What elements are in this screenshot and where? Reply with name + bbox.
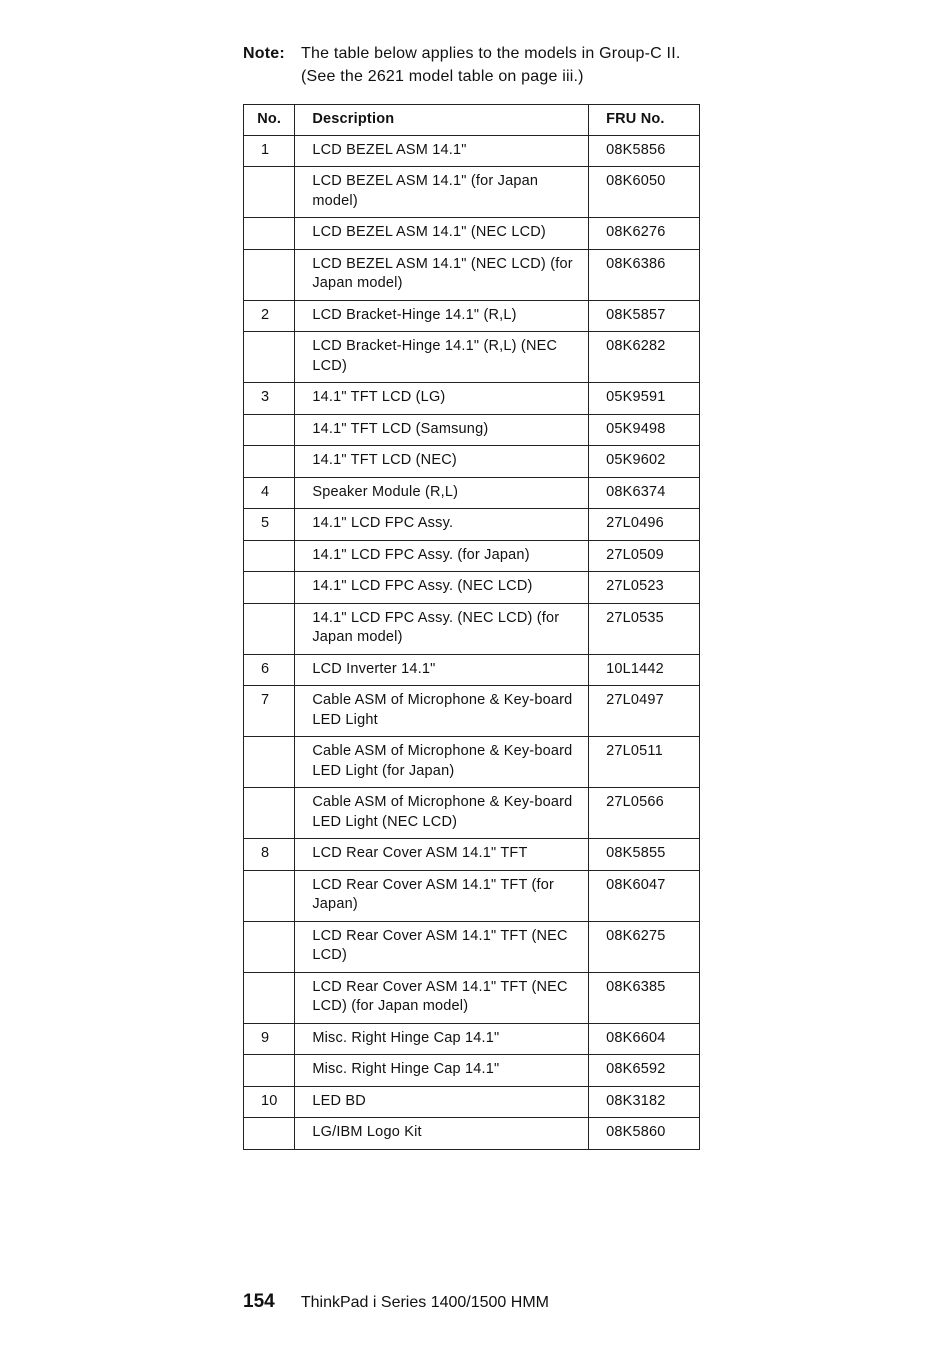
cell-fru-no: 08K6604 [589, 1023, 700, 1055]
cell-no: 5 [244, 509, 295, 541]
cell-fru-no: 08K6385 [589, 972, 700, 1023]
cell-fru-no: 08K5860 [589, 1118, 700, 1150]
cell-no [244, 540, 295, 572]
cell-fru-no: 05K9591 [589, 383, 700, 415]
cell-description: LCD Rear Cover ASM 14.1" TFT (NEC LCD) [295, 921, 589, 972]
cell-description: LCD Bracket-Hinge 14.1" (R,L) (NEC LCD) [295, 332, 589, 383]
cell-description: Speaker Module (R,L) [295, 477, 589, 509]
cell-fru-no: 10L1442 [589, 654, 700, 686]
cell-no: 6 [244, 654, 295, 686]
table-body [244, 135, 700, 1149]
cell-fru-no: 05K9498 [589, 414, 700, 446]
cell-fru-no: 08K5855 [589, 839, 700, 871]
cell-fru-no: 08K5857 [589, 300, 700, 332]
cell-no: 10 [244, 1086, 295, 1118]
cell-description: LCD Rear Cover ASM 14.1" TFT (for Japan) [295, 870, 589, 921]
cell-description: LCD BEZEL ASM 14.1" [295, 135, 589, 167]
cell-fru-no: 08K6275 [589, 921, 700, 972]
cell-description: LCD Bracket-Hinge 14.1" (R,L) [295, 300, 589, 332]
table-row [244, 509, 700, 541]
header-no: No. [244, 105, 295, 136]
cell-fru-no: 27L0509 [589, 540, 700, 572]
cell-no: 3 [244, 383, 295, 415]
cell-fru-no: 08K6386 [589, 249, 700, 300]
table-row [244, 477, 700, 509]
table-header-row [244, 105, 700, 136]
cell-no [244, 572, 295, 604]
cell-description: LCD BEZEL ASM 14.1" (NEC LCD) [295, 218, 589, 250]
table-row [244, 686, 700, 737]
table-row [244, 572, 700, 604]
cell-fru-no: 08K6374 [589, 477, 700, 509]
fru-parts-table [243, 104, 700, 1150]
table-row [244, 414, 700, 446]
note [243, 42, 703, 88]
table-row [244, 603, 700, 654]
table-row [244, 167, 700, 218]
cell-fru-no: 27L0511 [589, 737, 700, 788]
cell-no [244, 1055, 295, 1087]
table-row [244, 218, 700, 250]
table-row [244, 1086, 700, 1118]
table-row [244, 1118, 700, 1150]
table-row [244, 446, 700, 478]
cell-fru-no: 08K6276 [589, 218, 700, 250]
page-number: 154 [243, 1291, 275, 1312]
cell-fru-no: 08K6592 [589, 1055, 700, 1087]
cell-no: 7 [244, 686, 295, 737]
cell-no [244, 332, 295, 383]
cell-description: 14.1" TFT LCD (NEC) [295, 446, 589, 478]
cell-description: Misc. Right Hinge Cap 14.1" [295, 1055, 589, 1087]
header-description: Description [295, 105, 589, 136]
cell-description: Cable ASM of Microphone & Key-board LED Light (NEC LCD) [295, 788, 589, 839]
cell-description: LCD Rear Cover ASM 14.1" TFT (NEC LCD) (for Japan model) [295, 972, 589, 1023]
cell-no [244, 414, 295, 446]
cell-fru-no: 08K6050 [589, 167, 700, 218]
table-row [244, 135, 700, 167]
table-row [244, 839, 700, 871]
cell-description: Misc. Right Hinge Cap 14.1" [295, 1023, 589, 1055]
table-row [244, 972, 700, 1023]
cell-fru-no: 27L0497 [589, 686, 700, 737]
cell-fru-no: 27L0566 [589, 788, 700, 839]
cell-no [244, 972, 295, 1023]
cell-fru-no: 27L0535 [589, 603, 700, 654]
table-row [244, 737, 700, 788]
cell-fru-no: 08K3182 [589, 1086, 700, 1118]
cell-fru-no: 05K9602 [589, 446, 700, 478]
cell-description: 14.1" TFT LCD (LG) [295, 383, 589, 415]
cell-description: LCD Rear Cover ASM 14.1" TFT [295, 839, 589, 871]
cell-no: 2 [244, 300, 295, 332]
note-text: The table below applies to the models in Group-C II. (See the 2621 model table on page iii.) [301, 45, 681, 85]
cell-no [244, 921, 295, 972]
cell-description: Cable ASM of Microphone & Key-board LED Light (for Japan) [295, 737, 589, 788]
table-row [244, 249, 700, 300]
cell-fru-no: 08K6282 [589, 332, 700, 383]
header-fru-no: FRU No. [589, 105, 700, 136]
cell-no: 8 [244, 839, 295, 871]
cell-description: 14.1" LCD FPC Assy. [295, 509, 589, 541]
cell-no [244, 788, 295, 839]
cell-fru-no: 08K5856 [589, 135, 700, 167]
cell-no [244, 603, 295, 654]
table-row [244, 788, 700, 839]
table-row [244, 654, 700, 686]
cell-description: LCD BEZEL ASM 14.1" (for Japan model) [295, 167, 589, 218]
cell-description: 14.1" LCD FPC Assy. (NEC LCD) (for Japan model) [295, 603, 589, 654]
cell-description: LCD Inverter 14.1" [295, 654, 589, 686]
table-row [244, 870, 700, 921]
cell-description: LCD BEZEL ASM 14.1" (NEC LCD) (for Japan model) [295, 249, 589, 300]
cell-description: Cable ASM of Microphone & Key-board LED Light [295, 686, 589, 737]
cell-no [244, 1118, 295, 1150]
cell-no: 4 [244, 477, 295, 509]
cell-description: 14.1" LCD FPC Assy. (NEC LCD) [295, 572, 589, 604]
cell-description: 14.1" TFT LCD (Samsung) [295, 414, 589, 446]
cell-no [244, 167, 295, 218]
note-label: Note: [243, 45, 285, 62]
table-row [244, 540, 700, 572]
table-row [244, 1023, 700, 1055]
cell-no [244, 737, 295, 788]
cell-no [244, 446, 295, 478]
table-row [244, 300, 700, 332]
cell-description: LED BD [295, 1086, 589, 1118]
cell-no: 9 [244, 1023, 295, 1055]
cell-no [244, 870, 295, 921]
cell-no [244, 249, 295, 300]
cell-fru-no: 08K6047 [589, 870, 700, 921]
table-row [244, 921, 700, 972]
table-row [244, 1055, 700, 1087]
cell-no [244, 218, 295, 250]
page-footer [243, 1290, 549, 1315]
document-title: ThinkPad i Series 1400/1500 HMM [300, 1294, 549, 1311]
cell-description: 14.1" LCD FPC Assy. (for Japan) [295, 540, 589, 572]
cell-fru-no: 27L0496 [589, 509, 700, 541]
cell-description: LG/IBM Logo Kit [295, 1118, 589, 1150]
cell-fru-no: 27L0523 [589, 572, 700, 604]
cell-no: 1 [244, 135, 295, 167]
table-row [244, 332, 700, 383]
table-row [244, 383, 700, 415]
